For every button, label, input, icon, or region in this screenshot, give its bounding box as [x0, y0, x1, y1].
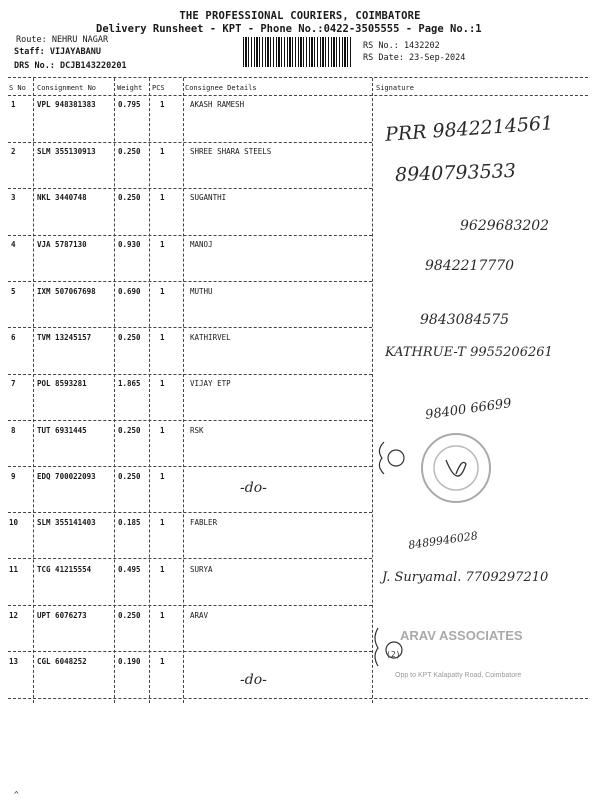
row-weight: 0.250	[118, 333, 141, 342]
barcode	[243, 37, 353, 67]
row-pcs: 1	[160, 518, 165, 527]
row-pcs: 1	[160, 611, 165, 620]
col-divider	[149, 78, 150, 703]
row-sno: 9	[11, 472, 16, 481]
row-weight: 0.250	[118, 147, 141, 156]
row-signature: 98400 66699	[424, 396, 513, 423]
row-signature: 8489946028	[407, 529, 479, 552]
row-consignee: SHREE SHARA STEELS	[190, 147, 272, 156]
row-weight: 0.930	[118, 240, 141, 249]
row-sno: 12	[9, 611, 19, 620]
row-consignment-no: TUT 6931445	[37, 426, 87, 435]
row-signature: PRR 9842214561	[384, 112, 554, 146]
row-signature: 8940793533	[394, 159, 517, 187]
row-consignment-no: POL 8593281	[37, 379, 87, 388]
rs-date: RS Date: 23-Sep-2024	[363, 53, 466, 63]
col-header-sno: S No	[9, 84, 26, 92]
col-divider	[372, 78, 373, 703]
stamp-company: ARAV ASSOCIATES	[400, 628, 523, 643]
row-consignee: ARAV	[190, 611, 209, 620]
row-divider	[8, 651, 372, 652]
col-divider	[33, 78, 34, 703]
row-sno: 1	[11, 100, 16, 109]
row-sno: 5	[11, 287, 16, 296]
row-sno: 2	[11, 147, 16, 156]
col-divider	[183, 78, 184, 703]
row-pcs: 1	[160, 472, 165, 481]
row-weight: 0.690	[118, 287, 141, 296]
row-divider	[8, 235, 372, 236]
row-pcs: 1	[160, 657, 165, 666]
row-consignment-no: SLM 355130913	[37, 147, 96, 156]
row-pcs: 1	[160, 240, 165, 249]
row-divider	[8, 188, 372, 189]
row-weight: 0.250	[118, 426, 141, 435]
row-weight: 0.495	[118, 565, 141, 574]
col-header-weight: Weight	[117, 84, 143, 92]
company-title: THE PROFESSIONAL COURIERS, COIMBATORE	[179, 10, 421, 22]
row-consignee: MUTHU	[190, 287, 213, 296]
row-sno: 8	[11, 426, 16, 435]
row-pcs: 1	[160, 287, 165, 296]
row-weight: 0.250	[118, 611, 141, 620]
row-consignment-no: CGL 6048252	[37, 657, 87, 666]
row-divider	[8, 142, 372, 143]
row-divider	[8, 420, 372, 421]
row-consignment-no: VPL 948381383	[37, 100, 96, 109]
col-divider	[114, 78, 115, 703]
row-divider	[8, 605, 372, 606]
row-sno: 13	[9, 657, 19, 666]
row-divider	[8, 466, 372, 467]
row-pcs: 1	[160, 100, 165, 109]
ditto-mark: -do-	[240, 480, 267, 496]
drs-number: DRS No.: DCJB143220201	[14, 61, 127, 71]
row-pcs: 1	[160, 565, 165, 574]
staff-label: Staff: VIJAYABANU	[14, 47, 101, 57]
table-bottom-border	[8, 698, 588, 699]
row-consignment-no: IXM 507067698	[37, 287, 96, 296]
row-consignee: MANOJ	[190, 240, 213, 249]
row-consignment-no: VJA 5787130	[37, 240, 87, 249]
row-signature: 9629683202	[460, 218, 550, 234]
ditto-mark: -do-	[240, 672, 267, 688]
row-signature: J. Suryamal. 7709297210	[382, 570, 549, 585]
row-sno: 11	[9, 565, 19, 574]
route-label: Route: NEHRU NAGAR	[16, 35, 109, 45]
col-header-consignment: Consignment No	[37, 84, 97, 92]
row-consignee: SUGANTHI	[190, 193, 227, 202]
row-consignee: KATHIRVEL	[190, 333, 231, 342]
row-sno: 4	[11, 240, 16, 249]
rs-number: RS No.: 1432202	[363, 41, 440, 51]
row-consignment-no: SLM 355141403	[37, 518, 96, 527]
row-consignment-no: TVM 13245157	[37, 333, 92, 342]
row-consignee: AKASH RAMESH	[190, 100, 245, 109]
row-weight: 0.795	[118, 100, 141, 109]
col-header-pcs: PCS	[152, 84, 165, 92]
scan-mark: ^	[14, 790, 19, 799]
row-divider	[8, 512, 372, 513]
row-sno: 3	[11, 193, 16, 202]
row-consignment-no: NKL 3440748	[37, 193, 87, 202]
table-top-border	[8, 77, 588, 78]
row-consignee: SURYA	[190, 565, 213, 574]
row-weight: 0.185	[118, 518, 141, 527]
col-header-signature: Signature	[376, 84, 414, 92]
row-signature: 9843084575	[420, 312, 510, 328]
row-consignment-no: UPT 6076273	[37, 611, 87, 620]
row-weight: 0.250	[118, 472, 141, 481]
row-pcs: 1	[160, 379, 165, 388]
table-header-border	[8, 95, 588, 96]
stamp-address: Opp to KPT Kalapatty Road, Coimbatore	[395, 672, 522, 679]
row-weight: 0.190	[118, 657, 141, 666]
row-pcs: 1	[160, 193, 165, 202]
row-signature: KATHRUE-T 9955206261	[385, 345, 553, 360]
row-sno: 10	[9, 518, 19, 527]
row-sno: 6	[11, 333, 16, 342]
row-weight: 0.250	[118, 193, 141, 202]
row-consignee: RSK	[190, 426, 204, 435]
seal-stamp	[372, 430, 502, 510]
runsheet-subtitle: Delivery Runsheet - KPT - Phone No.:0422-3505555 - Page No.:1	[96, 23, 482, 35]
row-pcs: 1	[160, 426, 165, 435]
row-divider	[8, 281, 372, 282]
row-consignee: VIJAY ETP	[190, 379, 231, 388]
row-divider	[8, 374, 372, 375]
col-header-consignee: Consignee Details	[185, 84, 257, 92]
row-sno: 7	[11, 379, 16, 388]
row-divider	[8, 327, 372, 328]
row-pcs: 1	[160, 147, 165, 156]
row-consignment-no: EDQ 700022093	[37, 472, 96, 481]
row-consignee: FABLER	[190, 518, 218, 527]
row-pcs: 1	[160, 333, 165, 342]
row-signature: 9842217770	[425, 258, 515, 274]
row-weight: 1.865	[118, 379, 141, 388]
row-consignment-no: TCG 41215554	[37, 565, 92, 574]
stamp-circled-number: (2)	[386, 650, 401, 659]
row-divider	[8, 558, 372, 559]
